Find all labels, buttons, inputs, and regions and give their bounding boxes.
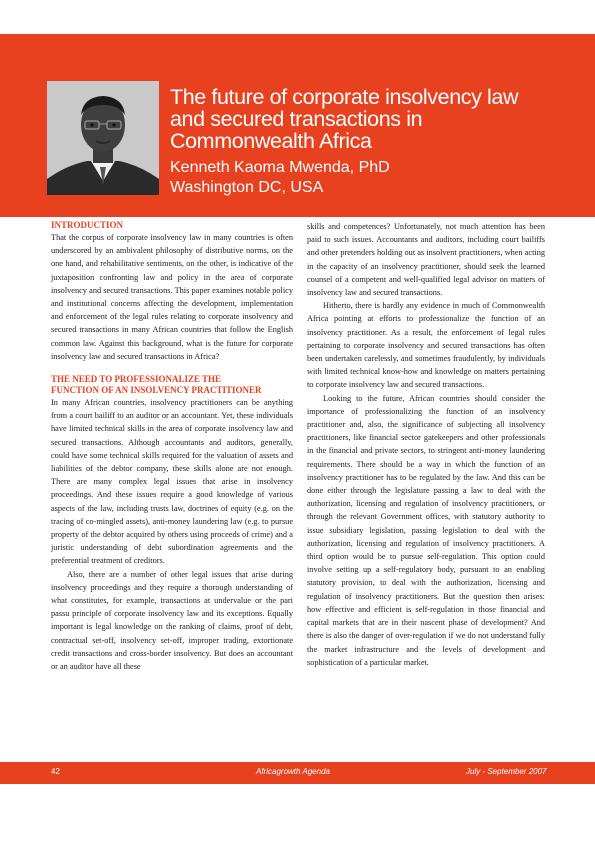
left-column (51, 220, 293, 673)
author-portrait-image (47, 81, 159, 195)
publication-name: Africagrowth Agenda (256, 767, 330, 776)
right-column (307, 220, 545, 669)
body-paragraph: skills and competences? Unfortunately, not much attention has been paid to such issues. Accountants and auditors, including court bailiffs and other pretenders holding out as insolvent practitioners, when acting in the capacity of an insolvency practitioner, should seek the learned counsel of a competent and well-qualified legal advisor on matters of insolvency law and secured transactions. (307, 222, 545, 298)
body-paragraph: Also, there are a number of other legal issues that arise during insolvency proceedings and they require a thorough understanding of what constitutes, for example, transactions at undervalue or the pari passu principle of corporate insolvency law and its exceptions. Equally important is legal knowledge on the ranking of claims, proof of debt, contractual set-off, insolvency set-off, improper trading, extortionate credit transactions and cross-border insolvency. But does an accountant or an auditor have all these (51, 569, 293, 672)
author-photo (47, 81, 159, 195)
author-location: Washington DC, USA (170, 179, 324, 196)
body-paragraph: Hitherto, there is hardly any evidence in much of Commonwealth Africa pointing at efforts to professionalize the function of an insolvency practitioner. As a result, the enforcement of legal rules pertaining to corporate insolvency and secured transactions has often been undertaken carelessly, and sometimes fraudulently, by individuals with limited technical know-how and knowledge on matters pertaining to corporate insolvency law and secured transactions. (307, 301, 545, 390)
section-heading-introduction: INTRODUCTION (51, 220, 124, 230)
body-paragraph: Looking to the future, African countries should consider the importance of professionalizing the function of an insolvency practitioner and, also, the significance of subjecting all insolvency practitioners, like financial sector gatekeepers and other professionals in the financial and private sectors, to stringent anti-money laundering requirements. There should be a way in which the function of an insolvency practitioner has to be regulated by the law. And this can be done either through the legislature passing a law to deal with the authorization, licensing and regulation of insolvency practitioners, or through the relevant Government offices, with statutory authority to issue subsidiary legislation, passing legislation to deal with the authorization, licensing and regulation of insolvency practitioners. A third option would be to pursue self-regulation. This option could involve setting up a self-regulatory body, pursuant to an enabling statutory provision, to deal with the authorization, licensing and regulation of insolvency practitioners. But the question then arises: how effective and efficient is self-regulation in those financial and capital markets that are in their nascent phase of development? And there is also the danger of over-regulation if we do not understand fully the market infrastructure and the levels of development and sophistication of a particular market. (307, 393, 545, 667)
section-heading-professionalize: THE NEED TO PROFESSIONALIZE THE FUNCTION OF AN INSOLVENCY PRACTITIONER (51, 374, 262, 396)
page-number: 42 (51, 767, 60, 776)
article-title: The future of corporate insolvency law and secured transactions in Commonwealth Africa (170, 85, 519, 153)
author-name: Kenneth Kaoma Mwenda, PhD (170, 159, 390, 176)
author-block (170, 158, 570, 198)
issue-date: July - September 2007 (466, 767, 547, 776)
intro-paragraph: That the corpus of corporate insolvency law in many countries is often underscored by an ambivalent philosophy of distributive norms, on the one hand, and rehabilitative sentiments, on the other, is indicative of the juxtaposition confronting law and policy in the area of corporate insolvency and secured transactions. This paper examines notable policy and institutional concerns affecting the development, implementation and enforcement of the legal rules relating to corporate insolvency and secured transactions in many African countries that follow the English common law. Against this background, what is the future for corporate insolvency law and secured transactions in Africa? (51, 233, 293, 361)
body-paragraph: In many African countries, insolvency practitioners can be anything from a court bailiff to an auditor or an accountant. Yet, these individuals have limited technical skills in the area of corporate insolvency law and secured transactions. Although accountants and auditors, generally, could have some technical skills required for the valuation of assets and liabilities of the debtor company, these skills alone are not enough. There are many complex legal issues that arise in insolvency proceedings. And these issues require a good knowledge of various aspects of the law, including trusts law, doctrines of equity (e.g. on the tracing of co-mingled assets), anti-money laundering law (e.g. to pursue property of the debtor acquired by others using proceeds of crime) and a juristic understanding of debt subordination agreements and the preferential treatment of creditors. (51, 398, 293, 566)
